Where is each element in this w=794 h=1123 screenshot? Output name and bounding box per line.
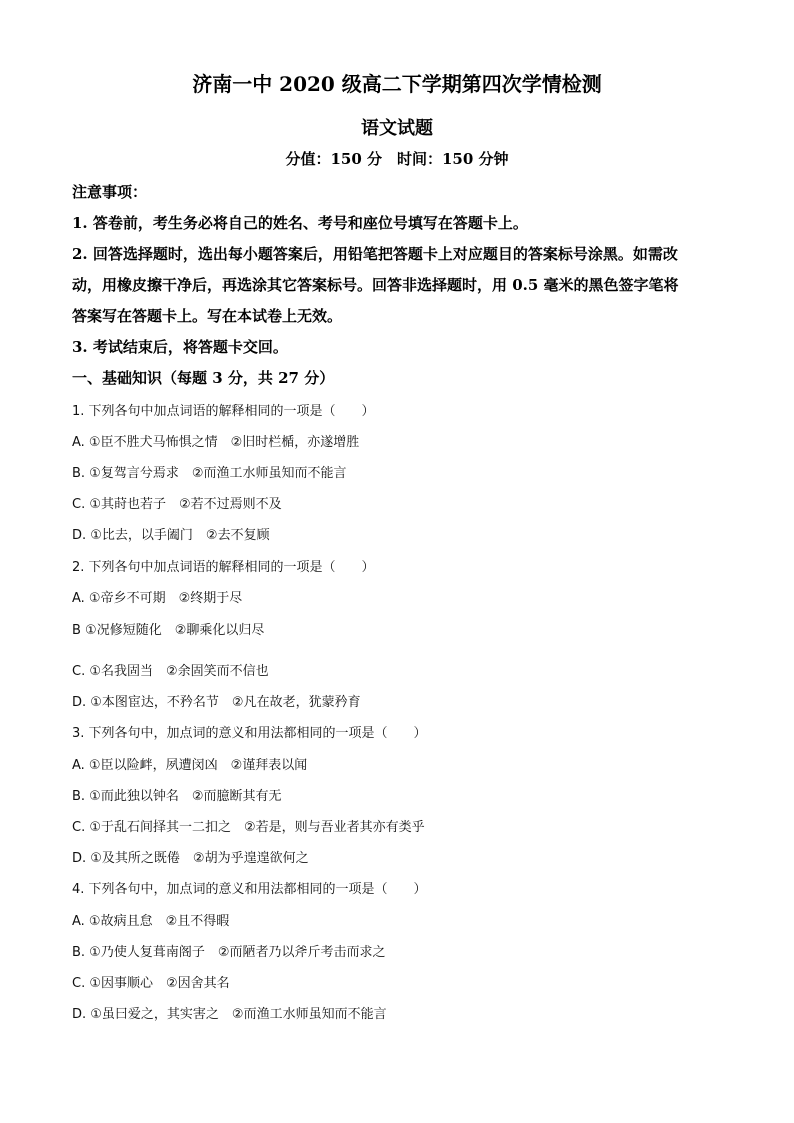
question-4-option-d: D. ①虽曰爱之，其实害之 ②而渔工水师虽知而不能言 xyxy=(72,1007,387,1022)
question-3-stem: 3. 下列各句中，加点词的意义和用法都相同的一项是（ ） xyxy=(72,726,427,741)
notes-item-2-line-2: 动，用橡皮擦干净后，再选涂其它答案标号。回答非选择题时，用 0.5 毫米的黑色签字笔将 xyxy=(72,276,679,294)
question-1-option-c: C. ①其莳也若子 ②若不过焉则不及 xyxy=(72,497,282,512)
question-1-option-b: B. ①复驾言兮焉求 ②而渔工水师虽知而不能言 xyxy=(72,466,347,481)
exam-title: 济南一中 2020 级高二下学期第四次学情检测 xyxy=(192,72,602,96)
notes-item-3: 3. 考试结束后，将答题卡交回。 xyxy=(72,338,288,356)
question-2-option-c: C. ①名我固当 ②余固笑而不信也 xyxy=(72,664,269,679)
question-4-option-b: B. ①乃使人复葺南阁子 ②而陋者乃以斧斤考击而求之 xyxy=(72,945,386,960)
notes-item-2-line-3: 答案写在答题卡上。写在本试卷上无效。 xyxy=(72,307,343,325)
question-1-stem: 1. 下列各句中加点词语的解释相同的一项是（ ） xyxy=(72,404,375,419)
question-1-option-d: D. ①比去，以手阖门 ②去不复顾 xyxy=(72,528,270,543)
question-2-option-b: B ①况修短随化 ②聊乘化以归尽 xyxy=(72,623,265,638)
question-3-option-a: A. ①臣以险衅，夙遭闵凶 ②谨拜表以闻 xyxy=(72,758,308,773)
section-heading: 一、基础知识（每题 3 分，共 27 分） xyxy=(72,369,335,387)
notes-heading: 注意事项： xyxy=(72,183,148,201)
question-2-stem: 2. 下列各句中加点词语的解释相同的一项是（ ） xyxy=(72,560,375,575)
question-3-option-b: B. ①而此独以钟名 ②而臆断其有无 xyxy=(72,789,282,804)
notes-item-2-line-1: 2. 回答选择题时，选出每小题答案后，用铅笔把答题卡上对应题目的答案标号涂黑。如需改 xyxy=(72,245,678,263)
question-3-option-d: D. ①及其所之既倦 ②胡为乎遑遑欲何之 xyxy=(72,851,309,866)
question-2-option-a: A. ①帝乡不可期 ②终期于尽 xyxy=(72,591,243,606)
question-1-option-a: A. ①臣不胜犬马怖惧之情 ②旧时栏楯，亦遂增胜 xyxy=(72,435,360,450)
score-time-info: 分值：150 分 时间：150 分钟 xyxy=(285,150,509,168)
question-4-stem: 4. 下列各句中，加点词的意义和用法都相同的一项是（ ） xyxy=(72,882,427,897)
question-4-option-c: C. ①因事顺心 ②因舍其名 xyxy=(72,976,230,991)
question-4-option-a: A. ①故病且怠 ②且不得暇 xyxy=(72,914,230,929)
question-3-option-c: C. ①于乱石间择其一二扣之 ②若是，则与吾业者其亦有类乎 xyxy=(72,820,425,835)
notes-block xyxy=(72,177,722,363)
subject-title: 语文试题 xyxy=(361,118,433,139)
question-2-option-d: D. ①本图宦达，不矜名节 ②凡在故老，犹蒙矜育 xyxy=(72,695,361,710)
notes-item-1: 1. 答卷前，考生务必将自己的姓名、考号和座位号填写在答题卡上。 xyxy=(72,214,528,232)
